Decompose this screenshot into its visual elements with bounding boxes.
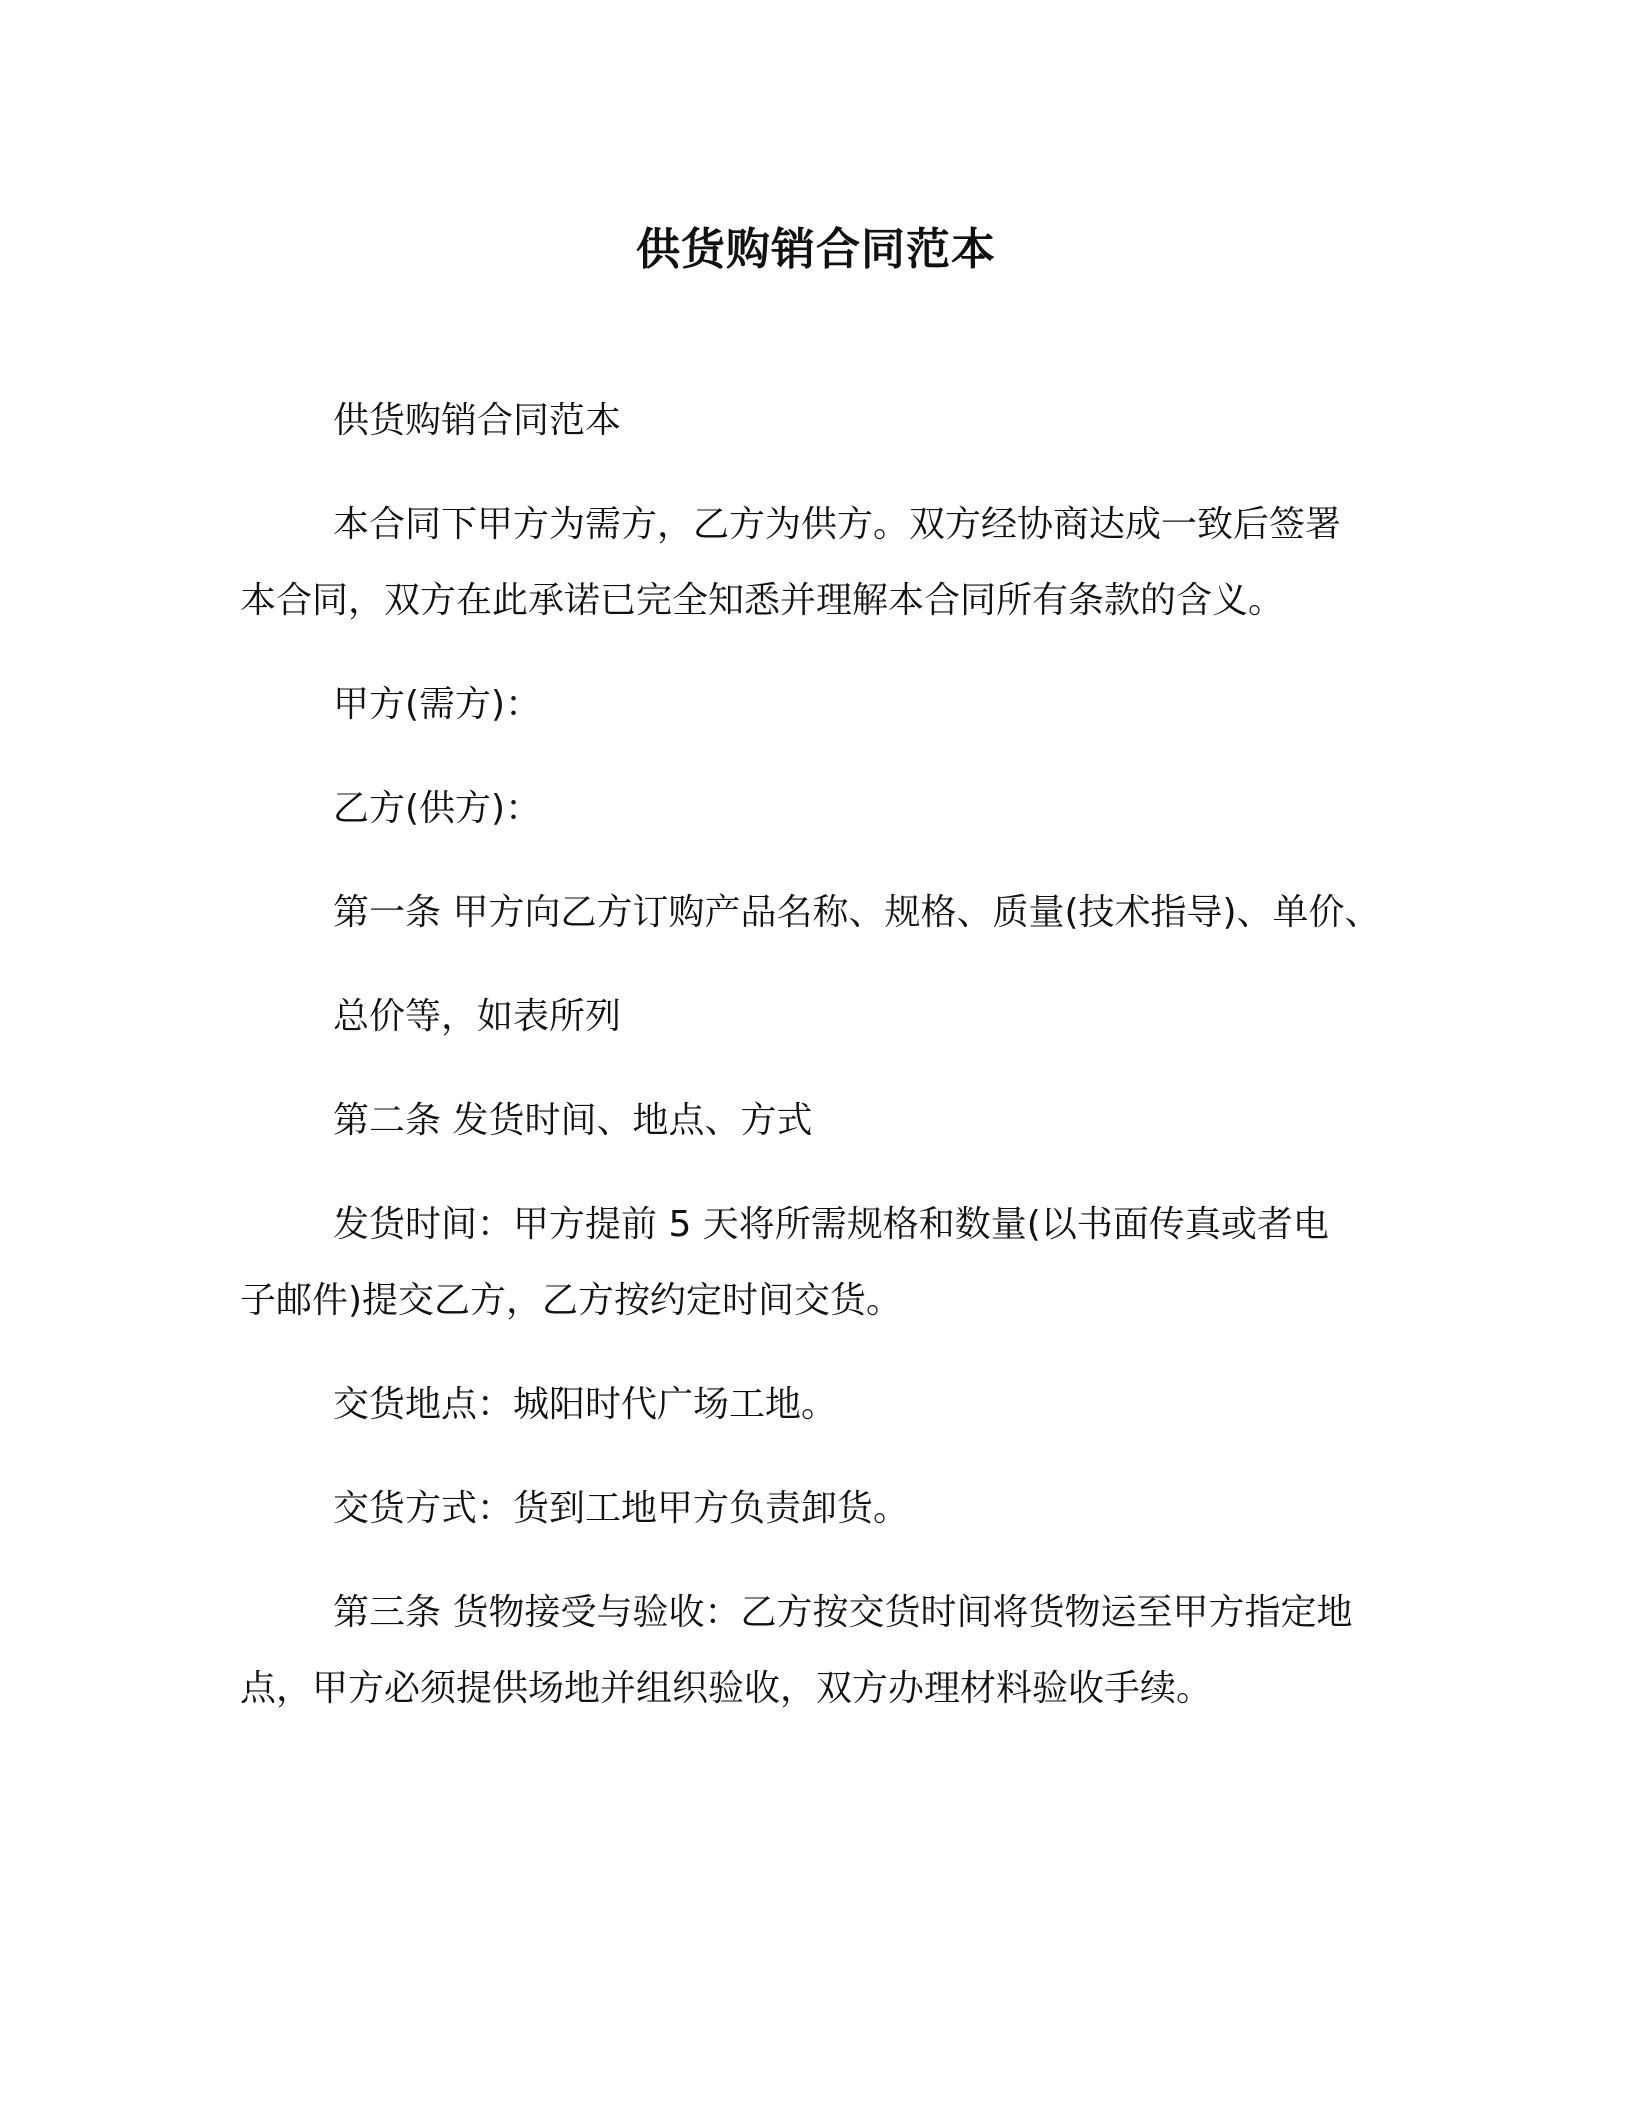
article-two-heading: 第二条 发货时间、地点、方式 bbox=[333, 1100, 813, 1141]
paragraph-heading: 供货购销合同范本 bbox=[333, 400, 622, 441]
delivery-time-line: 子邮件)提交乙方，乙方按约定时间交货。 bbox=[240, 1280, 903, 1321]
article-three-line: 第三条 货物接受与验收：乙方按交货时间将货物运至甲方指定地 bbox=[333, 1592, 1353, 1633]
article-one-line: 第一条 甲方向乙方订购产品名称、规格、质量(技术指导)、单价、 bbox=[333, 892, 1381, 933]
article-one-line: 总价等，如表所列 bbox=[333, 996, 622, 1037]
article-three-line: 点，甲方必须提供场地并组织验收，双方办理材料验收手续。 bbox=[240, 1668, 1213, 1709]
party-a-line: 甲方(需方)： bbox=[333, 684, 542, 725]
party-b-line: 乙方(供方)： bbox=[333, 788, 542, 829]
delivery-place-line: 交货地点：城阳时代广场工地。 bbox=[333, 1384, 838, 1425]
delivery-method-line: 交货方式：货到工地甲方负责卸货。 bbox=[333, 1488, 910, 1529]
document-title: 供货购销合同范本 bbox=[636, 224, 996, 275]
paragraph-line: 本合同，双方在此承诺已完全知悉并理解本合同所有条款的含义。 bbox=[240, 580, 1285, 621]
delivery-time-line: 发货时间：甲方提前 5 天将所需规格和数量(以书面传真或者电 bbox=[333, 1204, 1329, 1245]
paragraph-line: 本合同下甲方为需方，乙方为供方。双方经协商达成一致后签署 bbox=[333, 504, 1342, 545]
